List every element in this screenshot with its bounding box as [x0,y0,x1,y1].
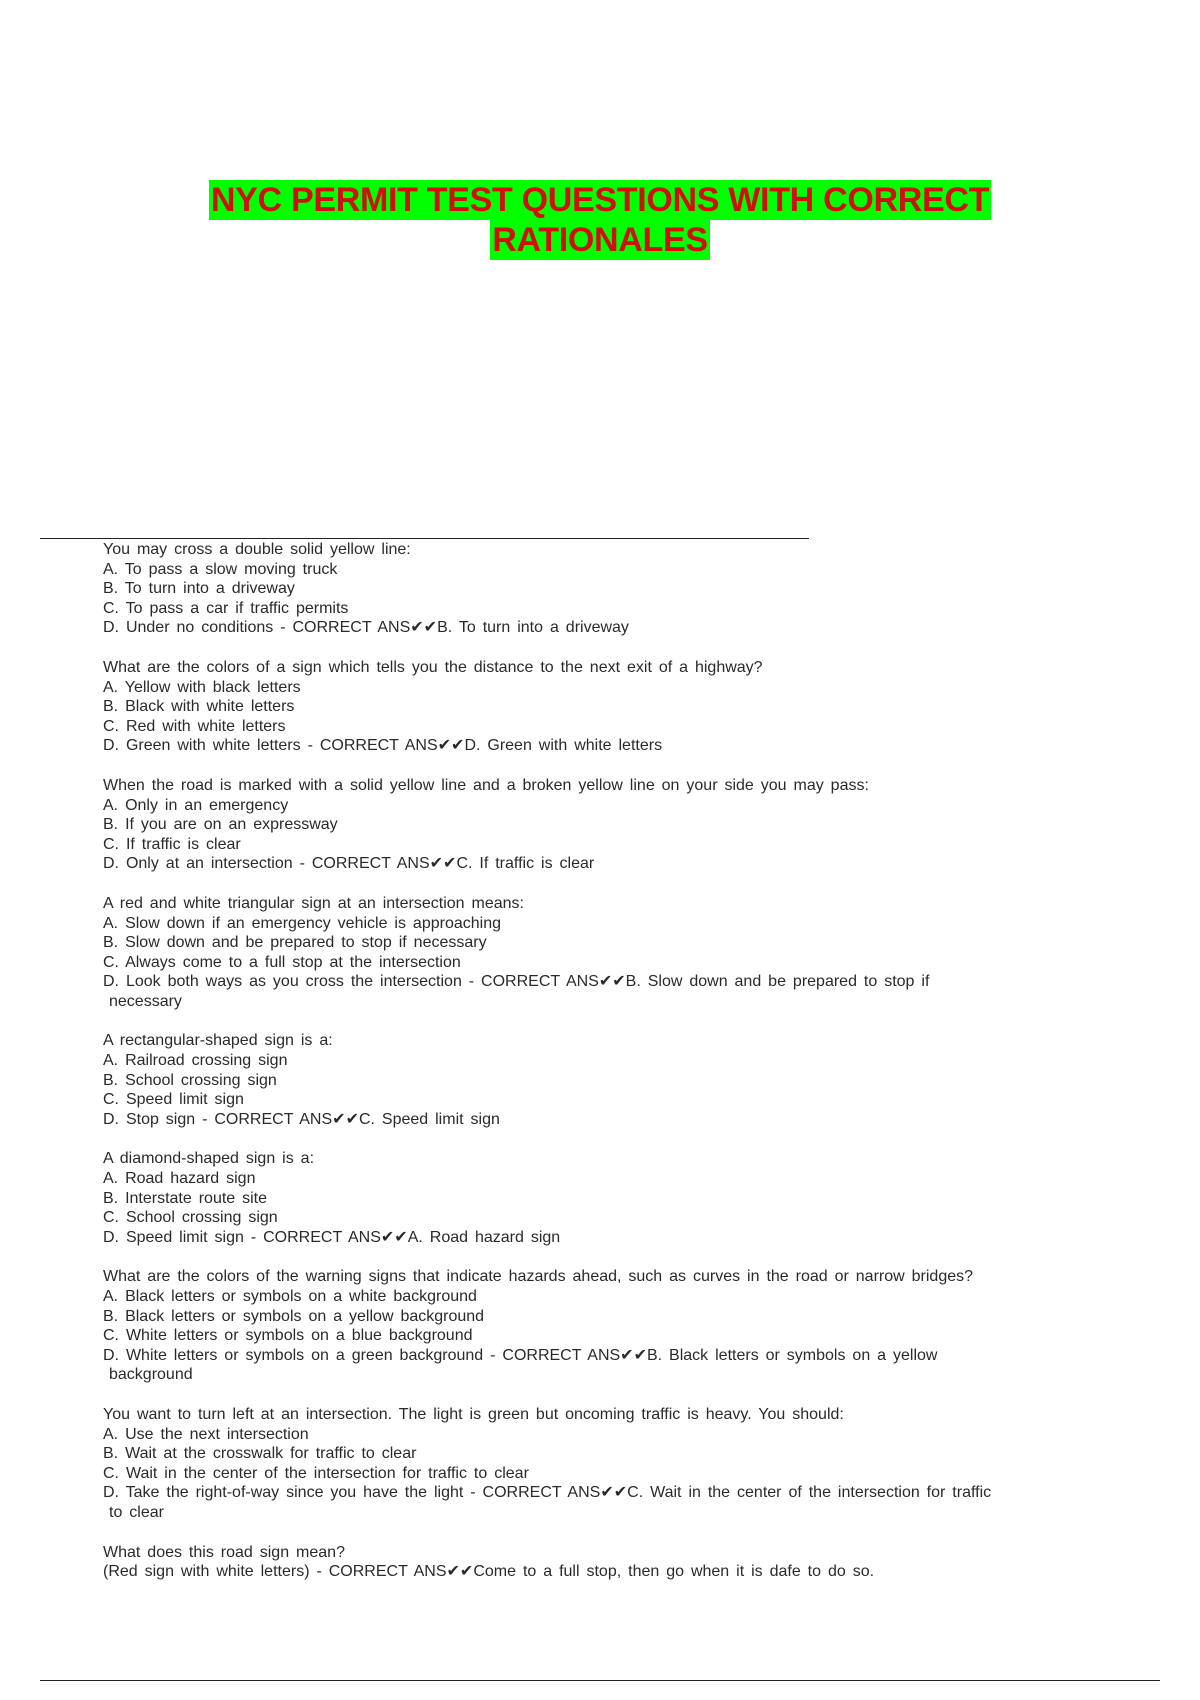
bottom-divider [40,1680,1160,1681]
answer-option: A. Use the next intersection [103,1425,309,1443]
top-divider [40,538,809,539]
question-text: What are the colors of a sign which tells you the distance to the next exit of a highway? [103,658,763,676]
question-block [103,1405,1103,1523]
question-block [103,1149,1103,1247]
answer-option: D. Only at an intersection - CORRECT ANS✔✔C. If traffic is clear [103,855,595,873]
answer-option: D. Green with white letters - CORRECT ANS✔✔D. Green with white letters [103,737,663,755]
answer-option: B. If you are on an expressway [103,816,338,834]
question-text: What are the colors of the warning signs that indicate hazards ahead, such as curves in the road or narrow bridges? [103,1268,974,1286]
answer-option: B. School crossing sign [103,1071,277,1089]
answer-option: C. Red with white letters [103,717,286,735]
question-block [103,658,1103,756]
question-block [103,894,1103,1012]
answer-option: C. If traffic is clear [103,835,241,853]
answer-option: B. Interstate route site [103,1189,268,1207]
answer-option: D. Stop sign - CORRECT ANS✔✔C. Speed limit sign [103,1110,500,1128]
question-block [103,1267,1103,1385]
answer-option: B. Black letters or symbols on a yellow background [103,1307,485,1325]
answer-option: D. Speed limit sign - CORRECT ANS✔✔A. Road hazard sign [103,1228,561,1246]
title-line-2: RATIONALES [492,221,708,259]
answer-continuation: background [109,1366,193,1384]
question-block [103,776,1103,874]
answer-option: C. Speed limit sign [103,1091,244,1109]
answer-option: B. Wait at the crosswalk for traffic to clear [103,1445,417,1463]
question-text: You want to turn left at an intersection. The light is green but oncoming traffic is heavy. You should: [103,1405,844,1423]
answer-option: B. Black with white letters [103,698,295,716]
question-list [103,540,1103,1602]
answer-option: C. White letters or symbols on a blue background [103,1327,473,1345]
answer-option: C. Always come to a full stop at the intersection [103,953,461,971]
document-title [0,180,1200,260]
answer-option: D. Look both ways as you cross the intersection - CORRECT ANS✔✔B. Slow down and be prepared to stop if [103,973,930,991]
answer-option: A. To pass a slow moving truck [103,560,338,578]
answer-continuation: to clear [109,1503,164,1521]
question-text: When the road is marked with a solid yellow line and a broken yellow line on your side you may pass: [103,776,869,794]
question-block [103,1031,1103,1129]
answer-option: A. Yellow with black letters [103,678,301,696]
answer-option: D. Under no conditions - CORRECT ANS✔✔B. To turn into a driveway [103,619,629,637]
question-text: A red and white triangular sign at an intersection means: [103,894,524,912]
question-text: What does this road sign mean? [103,1543,345,1561]
answer-option: C. School crossing sign [103,1209,278,1227]
answer-continuation: necessary [109,992,182,1010]
answer-option: A. Only in an emergency [103,796,289,814]
question-text: A rectangular-shaped sign is a: [103,1032,333,1050]
answer-option: A. Slow down if an emergency vehicle is approaching [103,914,501,932]
answer-option: A. Railroad crossing sign [103,1052,288,1070]
answer-option: B. Slow down and be prepared to stop if necessary [103,934,487,952]
answer-option: B. To turn into a driveway [103,580,295,598]
title-line-1: NYC PERMIT TEST QUESTIONS WITH CORRECT [210,181,990,219]
answer-option: A. Black letters or symbols on a white background [103,1288,477,1305]
answer-option: (Red sign with white letters) - CORRECT ANS✔✔Come to a full stop, then go when it is dafe to do so. [103,1563,875,1581]
answer-option: C. To pass a car if traffic permits [103,599,349,617]
question-text: A diamond-shaped sign is a: [103,1150,315,1168]
answer-option: D. White letters or symbols on a green background - CORRECT ANS✔✔B. Black letters or symbols on a yellow [103,1346,938,1364]
question-text: You may cross a double solid yellow line: [103,541,411,558]
answer-option: A. Road hazard sign [103,1170,256,1188]
answer-option: C. Wait in the center of the intersection for traffic to clear [103,1464,529,1482]
question-block [103,1543,1103,1582]
answer-option: D. Take the right-of-way since you have the light - CORRECT ANS✔✔C. Wait in the center of the intersection for traffic [103,1484,992,1502]
question-block [103,540,1103,638]
